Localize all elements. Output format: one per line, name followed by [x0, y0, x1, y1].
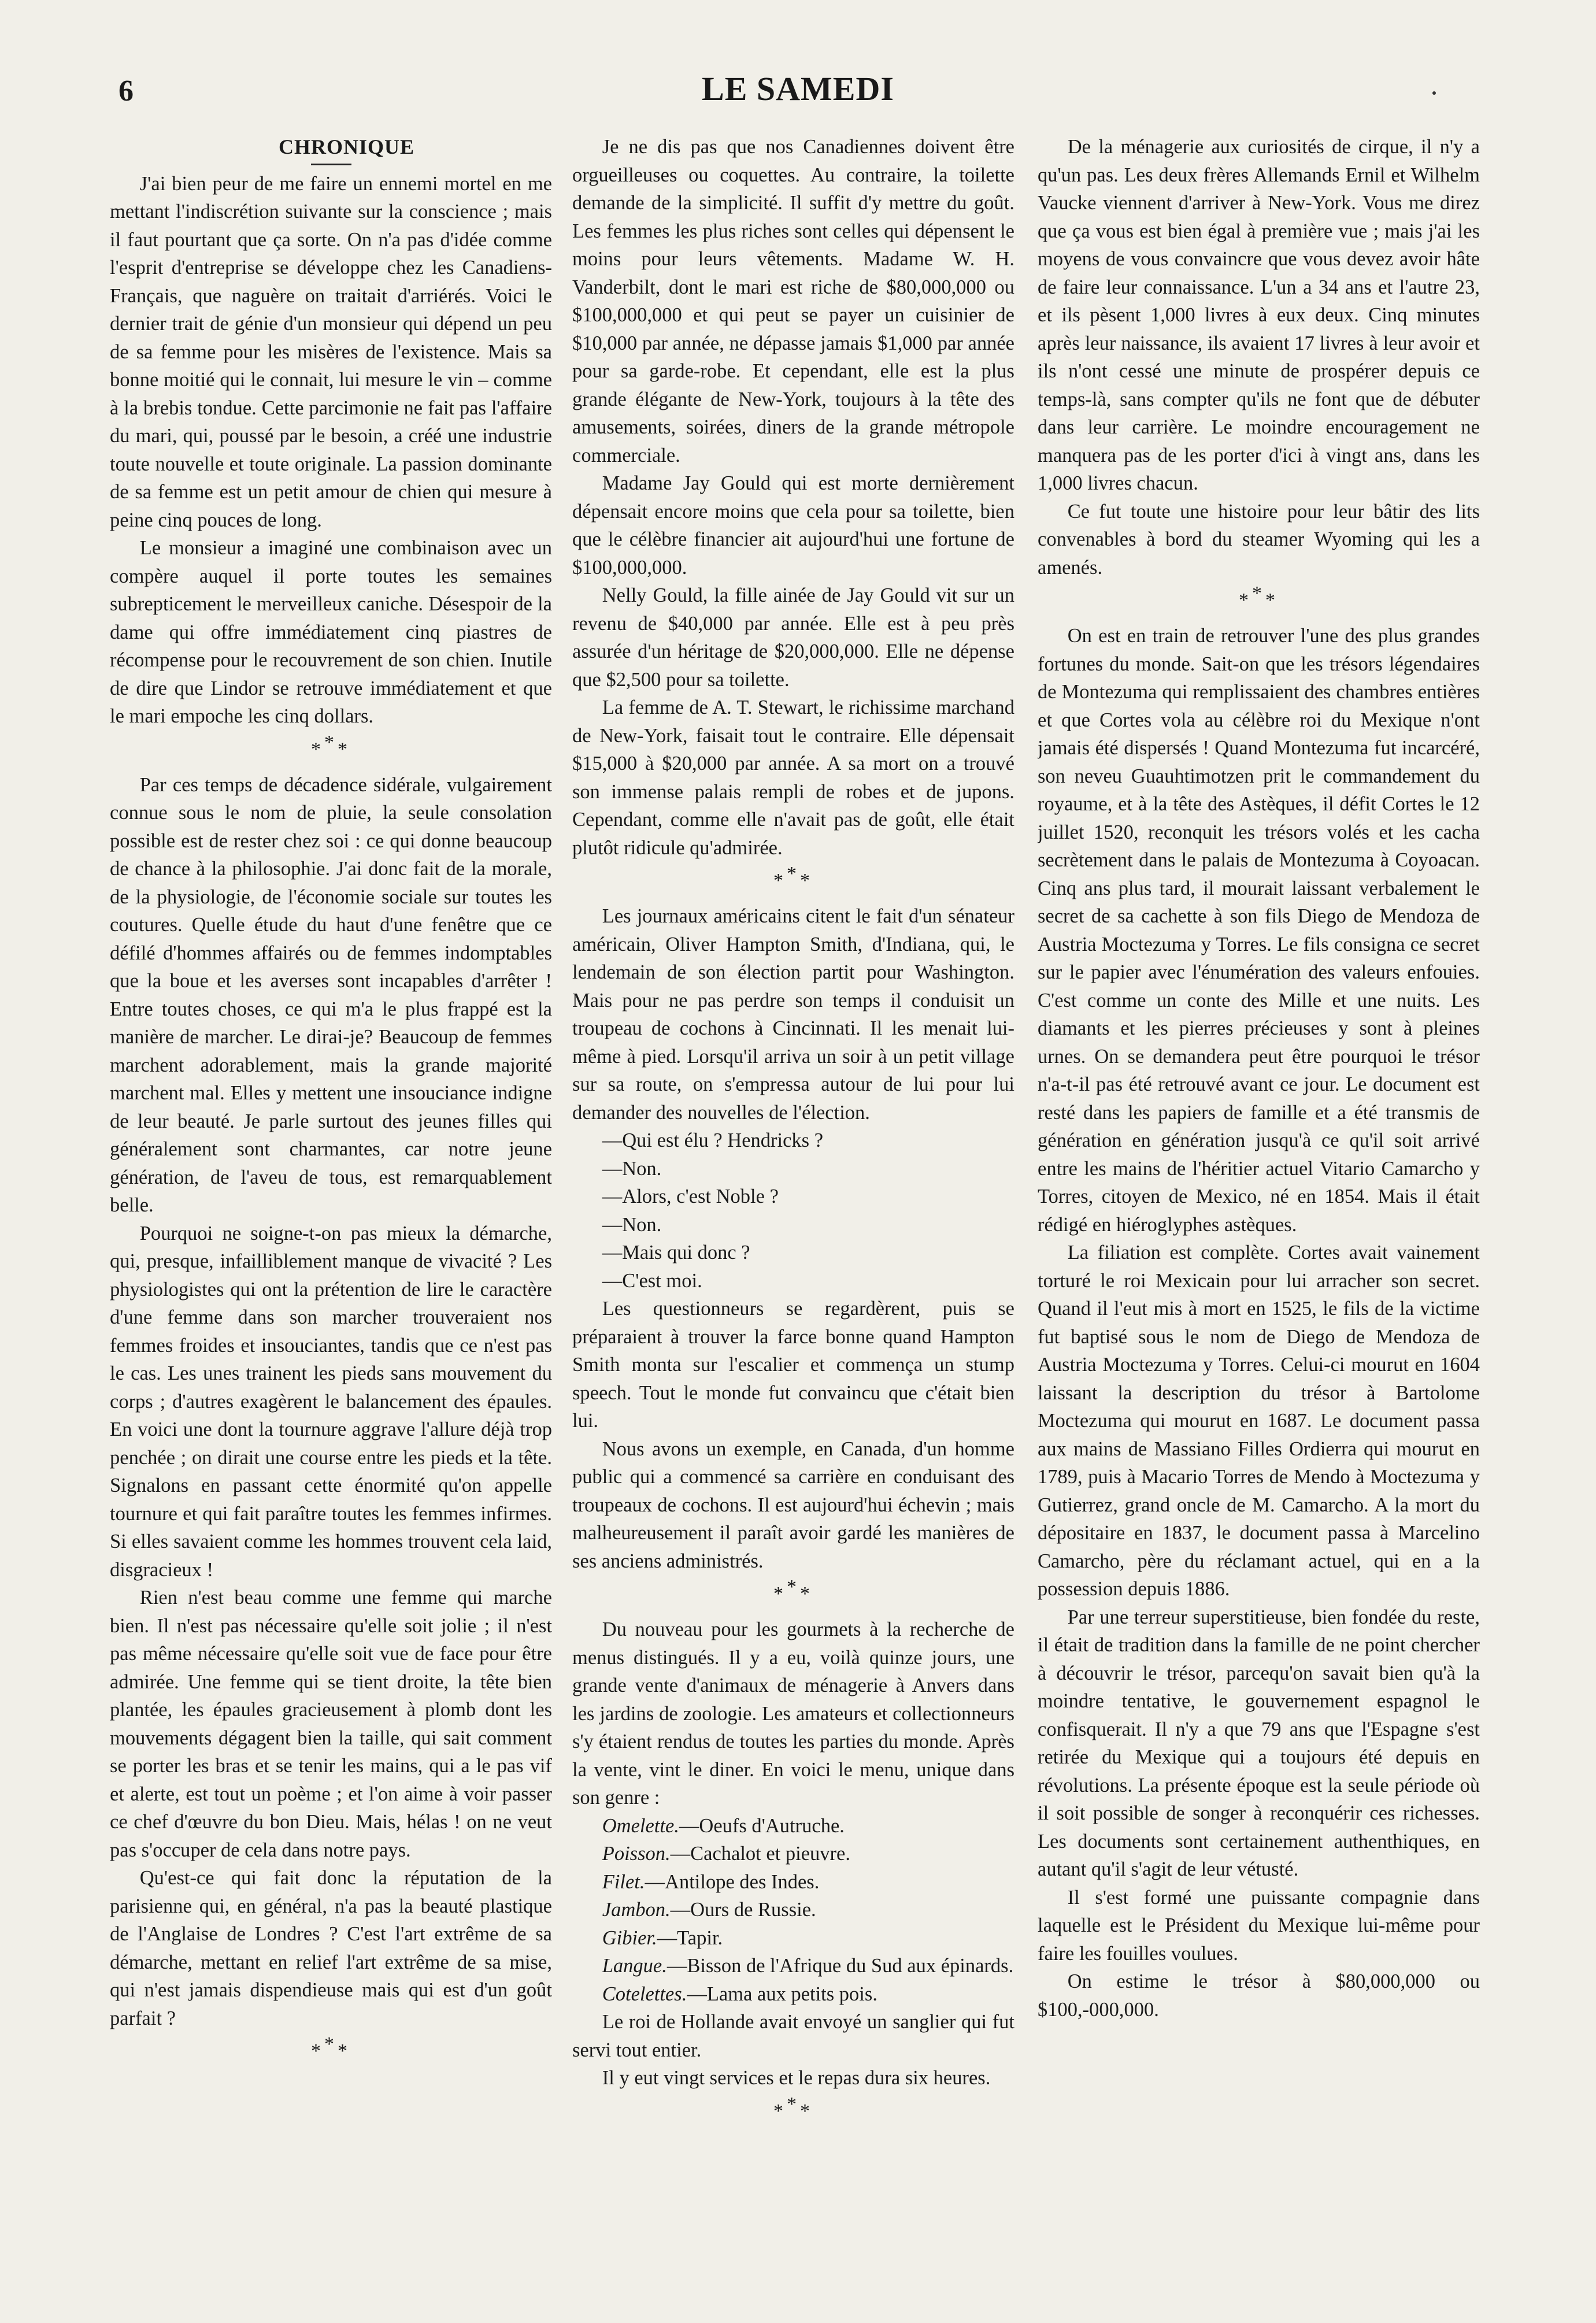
dialog-line: —C'est moi. [602, 1269, 702, 1292]
paragraph: Nelly Gould, la fille ainée de Jay Gould vit sur un revenu de $40,000 par année. Elle est à peu près assurée d'un héritage de $20,000,000. Elle ne dépense que $2,500 pour sa toilette. [572, 584, 1014, 691]
menu-desc: —Ours de Russie. [670, 1899, 816, 1921]
asterism-separator: *** [311, 731, 351, 760]
dialog-line: —Mais qui donc ? [602, 1242, 750, 1264]
dialog-line: —Non. [602, 1213, 662, 1236]
paragraph: On estime le trésor à $80,000,000 ou $100,-000,000. [1038, 1970, 1480, 2021]
paragraph: Par une terreur superstitieuse, bien fondée du reste, il était de tradition dans la famille de ne point chercher à découvrir le trésor, parcequ'on savait bien qu'à la moindre tentative, le gouvernement espagnol le confisquerait. Il n'y a que 79 ans que l'Espagne s'est retirée du Mexique qui a toujours été depuis en révolutions. La présente époque est la seule période où il soit possible de songer à reconquérir ces richesses. Les documents sont certainement authenthiques, en autant qu'il s'agit de leur vétusté. [1038, 1606, 1480, 1880]
menu-desc: —Bisson de l'Afrique du Sud aux épinards. [666, 1955, 1014, 1977]
menu-desc: —Tapir. [657, 1926, 723, 1949]
asterism-separator: *** [773, 863, 813, 891]
menu-item [572, 1980, 1014, 2009]
column-3 [1038, 133, 1480, 2277]
menu-dish: Poisson. [602, 1843, 671, 1865]
menu-item [572, 1840, 1014, 1868]
paragraph: La filiation est complète. Cortes avait vainement torturé le roi Mexicain pour lui arracher son secret. Quand il l'eut mis à mort en 1525, le fils de la victime fut baptisé sous le nom de Diego de Mendoza de Austria Moctezuma y Torres. Celui-ci mourut en 1604 laissant la description du trésor à Bartolome Moctezuma qui mourut en 1687. Le document passa aux mains de Massiano Filles Ordierra qui mourut en 1789, puis à Macario Torres de Mendo à Moctezuma y Gutierrez, grand oncle de M. Camarcho. A la mort du dépositaire en 1837, le document passa à Marcelino Camarcho, père du réclamant actuel, qui en a la possession depuis 1886. [1038, 1242, 1480, 1600]
menu-desc: —Antilope des Indes. [645, 1870, 820, 1893]
menu-desc: —Oeufs d'Autruche. [679, 1814, 845, 1837]
menu-desc: —Lama aux petits pois. [687, 1983, 877, 2005]
paragraph: Ce fut toute une histoire pour leur bâtir des lits convenables à bord du steamer Wyoming qui les a amenés. [1038, 500, 1480, 579]
ink-speck [1432, 91, 1436, 95]
asterism-separator: *** [311, 2033, 351, 2062]
paragraph: Nous avons un exemple, en Canada, d'un homme public qui a commencé sa carrière en conduisant des troupeaux de cochons. Il est aujourd'hui échevin ; mais malheureusement il paraît avoir gardé les manières de ses anciens administrés. [572, 1437, 1014, 1572]
menu-dish: Filet. [602, 1870, 645, 1893]
paragraph: Le roi de Hollande avait envoyé un sanglier qui fut servi tout entier. [572, 2011, 1014, 2061]
asterism-separator: *** [1239, 583, 1279, 611]
dialog-line: —Non. [602, 1157, 662, 1180]
asterism-separator: *** [773, 1576, 813, 1605]
menu-item [572, 1924, 1014, 1952]
paragraph: Par ces temps de décadence sidérale, vulgairement connue sous le nom de pluie, la seule consolation possible est de rester chez soi : ce qui donne beaucoup de chance à la philosophie. J'ai donc fait de la morale, de la physiologie, de l'économie sociale sur toutes les coutures. Quelle étude du haut d'une fenêtre que ce défilé d'hommes affairés ou de femmes indomptables que la boue et les averses sont incapables d'arrêter ! Entre toutes choses, ce qui m'a le plus frappé est la manière de marcher. Le dirai-je? Beaucoup de femmes marchent adorablement, mais la grande majorité marchent mal. Elles y mettent une insouciance indigne de leur beauté. Je parle surtout des jeunes filles qui généralement sont charmantes, car notre jeune génération, de l'aveu de tous, est remarquablement belle. [110, 773, 552, 1216]
paragraph: Les questionneurs se regardèrent, puis se préparaient à trouver la farce bonne quand Hampton Smith monta sur l'escalier et commença un stump speech. Tout le monde fut convaincu que c'était bien lui. [572, 1298, 1014, 1432]
paragraph: Qu'est-ce qui fait donc la réputation de la parisienne qui, en général, n'a pas la beauté plastique de l'Anglaise de Londres ? C'est l'art extrême de sa démarche, mettant en relief l'art extrême de sa mise, qui n'est jamais dispendieuse mais qui est d'un goût parfait ? [110, 1867, 552, 2029]
paragraph: Le monsieur a imaginé une combinaison avec un compère auquel il porte toutes les semaines subrepticement le merveilleux caniche. Désespoir de la dame qui offre immédiatement cinq piastres de récompense pour le recouvrement de son chien. Inutile de dire que Lindor se retrouve immédiatement et que le mari empoche les cinq dollars. [110, 537, 552, 727]
paragraph: Les journaux américains citent le fait d'un sénateur américain, Oliver Hampton Smith, d'Indiana, qui, le lendemain de son élection partit pour Washington. Mais pour ne pas perdre son temps il conduisit un troupeau de cochons à Cincinnati. Il les menait lui-même à pied. Lorsqu'il arriva un soir à un petit village sur sa route, on s'empressa autour de lui pour lui demander des nouvelles de l'élection. [572, 905, 1014, 1124]
paragraph: Je ne dis pas que nos Canadiennes doivent être orgueilleuses ou coquettes. Au contraire, la toilette demande de la simplicité. Il suffit d'y mettre du goût. Les femmes les plus riches sont celles qui dépensent le moins pour leurs vêtements. Madame W. H. Vanderbilt, dont le mari est riche de $80,000,000 ou $100,000,000 et qui peut se payer un cuisinier de $10,000 par année, ne dépasse jamais $1,000 par année pour sa garde-robe. Et cependant, elle est la plus grande élégante de New-York, toujours à la tête des amusements, soirées, diners de la grande métropole commerciale. [572, 136, 1014, 466]
menu-dish: Jambon. [602, 1899, 671, 1921]
column-1 [110, 133, 552, 2277]
paragraph: Du nouveau pour les gourmets à la recherche de menus distingués. Il y a eu, voilà quinze jours, une grande vente d'animaux de ménagerie à Anvers dans les jardins de zoologie. Les amateurs et collectionneurs s'y étaient rendus de toutes les parties du monde. Après la vente, vint le diner. En voici le menu, unique dans son genre : [572, 1618, 1014, 1809]
page-number: 6 [119, 75, 134, 108]
column-2 [572, 133, 1014, 2277]
menu-item [572, 1952, 1014, 1980]
paragraph: J'ai bien peur de me faire un ennemi mortel en me mettant l'indiscrétion suivante sur la conscience ; mais il faut pourtant que ça sorte. On n'a pas d'idée comme l'esprit d'entreprise se développe chez les Canadiens-Français, que naguère on traitait d'arriérés. Voici le dernier trait de génie d'un monsieur qui dépend un peu de sa femme pour les misères de l'existence. Mais sa bonne moitié qui le connait, lui mesure le vin – comme à la brebis tondue. Cette parcimonie ne fait pas l'affaire du mari, qui, poussé par le besoin, a créé une industrie toute nouvelle et toute originale. La passion dominante de sa femme est un petit amour de chien qui mesure à peine cinq pouces de long. [110, 172, 552, 531]
paragraph: De la ménagerie aux curiosités de cirque, il n'y a qu'un pas. Les deux frères Allemands Ernil et Wilhelm Vaucke viennent d'arriver à New-York. Vous me direz que ça vous est bien égal à première vue ; mais j'ai les moyens de vous convaincre que vous devez avoir hâte de faire leur connaissance. L'un a 34 ans et l'autre 23, et ils pèsent 1,000 livres à eux deux. Cinq minutes après leur naissance, ils avaient 17 livres à leur avoir et ils n'ont cessé une minute de prospérer depuis ce temps-là, sans compter qu'ils ne font que de débuter dans leur carrière. Le moindre encouragement ne manquera pas de les porter d'ici à vingt ans, dans les 1,000 livres chacun. [1038, 136, 1480, 494]
asterism-separator: *** [773, 2093, 813, 2122]
menu-dish: Langue. [602, 1955, 667, 1977]
menu-item [572, 1812, 1014, 1840]
menu-desc: —Cachalot et pieuvre. [670, 1843, 850, 1865]
paragraph: Il s'est formé une puissante compagnie dans laquelle est le Président du Mexique lui-même pour faire les fouilles voulues. [1038, 1886, 1480, 1965]
paragraph: Madame Jay Gould qui est morte dernièrement dépensait encore moins que cela pour sa toilette, bien que le célèbre financier ait aujourd'hui une fortune de $100,000,000. [572, 472, 1014, 579]
heading-rule [311, 164, 351, 165]
menu-item [572, 1896, 1014, 1924]
menu-item [572, 1868, 1014, 1896]
paragraph: On est en train de retrouver l'une des plus grandes fortunes du monde. Sait-on que les trésors légendaires de Montezuma qui remplissaient des chambres entières et que Cortes vola au célèbre roi du Mexique n'ont jamais été dispersés ! Quand Montezuma fut incarcéré, son neveu Guauhtimotzen prit le commandement du royaume, et à la tête des Astèques, il défit Cortes le 12 juillet 1520, reconquit les trésors volés et les cacha secrètement dans le palais de Montezuma à Coyoacan. Cinq ans plus tard, il mourait laissant verbalement le secret de sa cachette à son fils Diego de Mendoza de Austria Moctezuma y Torres. Le fils consigna ce secret sur le papier avec l'énumération des valeurs enfouies. C'est comme un conte des Mille et une nuits. Les diamants et les pierres précieuses y sont à pleines urnes. On se demandera peut être pourquoi le trésor n'a-t-il pas été retrouvé avant ce jour. Le document est resté dans les papiers de famille et a été transmis de génération en génération jusqu'à ce qu'il soit arrivé entre les mains de l'héritier actuel Vitario Camarcho y Torres, citoyen de Mexico, né en 1854. Mais il était rédigé en hiéroglyphes astèques. [1038, 625, 1480, 1236]
paragraph: Pourquoi ne soigne-t-on pas mieux la démarche, qui, presque, infailliblement manque de vivacité ? Les physiologistes qui ont la prétention de lire le caractère d'une femme dans son marcher trouveraient nos femmes froides et insouciantes, tandis que ce n'est pas le cas. Les unes trainent les pieds sans mouvement du corps ; d'autres exagèrent le balancement des épaules. En voici une dont la tournure aggrave l'allure déjà trop penchée ; on dirait une course entre les pieds et la tête. Signalons en passant cette énormité qu'on appelle tournure et qui fait paraître toutes les femmes infirmes. Si elles savaient comme les hommes trouvent cela laid, disgracieux ! [110, 1222, 552, 1581]
menu-dish: Gibier. [602, 1926, 657, 1949]
chronique-heading: CHRONIQUE [278, 135, 415, 158]
masthead-title: LE SAMEDI [702, 70, 894, 108]
paragraph: Rien n'est beau comme une femme qui marche bien. Il n'est pas nécessaire qu'elle soit jolie ; il n'est pas même nécessaire qu'elle soit vue de face pour être admirée. Une femme qui se tient droite, la tête bien plantée, les épaules gracieusement à plomb dont les mouvements dégagent bien la taille, qui sait comment se porter les bras et se tenir les mains, qui a le pas vif et alerte, est tout un poème ; et l'on aime à voir passer ce chef d'œuvre du bon Dieu. Mais, hélas ! on ne veut pas s'occuper de cela dans notre pays. [110, 1587, 552, 1861]
paragraph: Il y eut vingt services et le repas dura six heures. [602, 2067, 991, 2089]
dialog-line: —Alors, c'est Noble ? [602, 1185, 779, 1207]
dialog-line: —Qui est élu ? Hendricks ? [602, 1129, 824, 1151]
menu-dish: Omelette. [602, 1814, 679, 1837]
menu-dish: Cotelettes. [602, 1983, 687, 2005]
paragraph: La femme de A. T. Stewart, le richissime marchand de New-York, faisait tout le contraire. Elle dépensait $15,000 à $20,000 par année. A sa mort on a trouvé son immense palais rempli de robes et de jupons. Cependant, comme elle n'avait pas de goût, elle était plutôt ridicule qu'admirée. [572, 696, 1014, 859]
